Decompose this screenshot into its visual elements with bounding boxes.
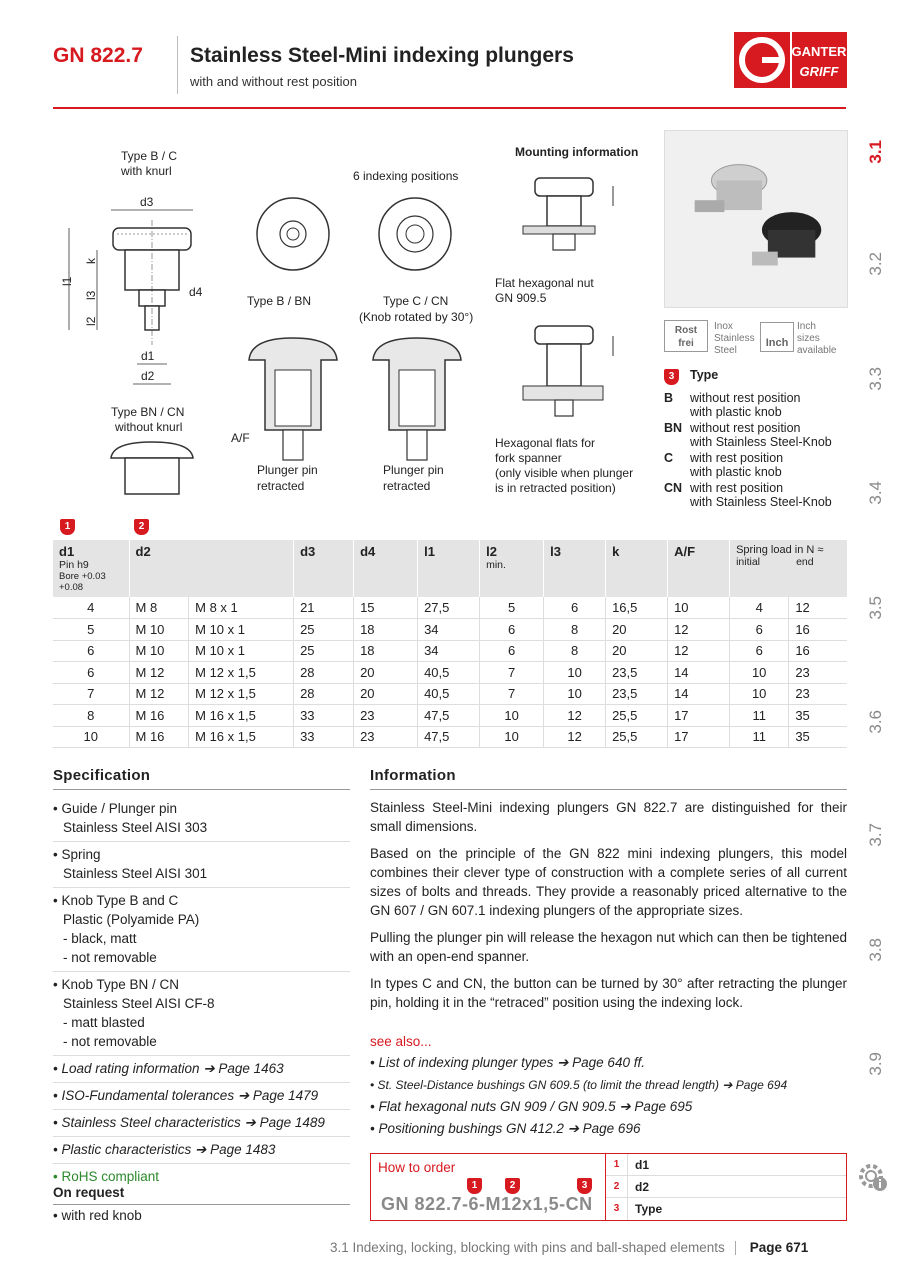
label-hex-flats-3: (only visible when plunger [495, 466, 634, 480]
table-cell: M 10 [129, 640, 189, 662]
rostfrei-badge [664, 320, 708, 352]
spec-knob-bncn: • Knob Type BN / CN Stainless Steel AISI CF-8 - matt blasted - not removable [53, 972, 350, 1056]
inch-desc-3: available [797, 345, 837, 356]
type-c-line1: with rest position [690, 451, 784, 465]
label-hex-flats-4: is in retracted position) [495, 481, 616, 495]
table-cell: 23 [354, 726, 418, 748]
table-cell: 6 [544, 597, 606, 619]
info-paragraph-1: Stainless Steel-Mini indexing plungers GN 822.7 are distinguished for their small dimensions. [370, 800, 847, 834]
tab-3-9[interactable]: 3.9 [866, 1052, 885, 1076]
header-d1: d1 Pin h9 Bore +0.03 +0.08 [53, 540, 129, 597]
footer-page: Page 671 [749, 1240, 809, 1255]
label-af: A/F [231, 431, 250, 445]
table-cell: 25,5 [606, 705, 668, 727]
how-to-order-box [370, 1153, 847, 1221]
see-also-link-4[interactable]: • Positioning bushings GN 412.2 ➔ Page 696 [370, 1121, 641, 1136]
table-cell: 8 [544, 619, 606, 641]
information-rule [370, 789, 847, 790]
table-marker-2: 2 [134, 519, 149, 535]
spec-knob-bncn-a: - matt blasted [63, 1015, 145, 1030]
page-subtitle: with and without rest position [190, 74, 357, 89]
label-plunger-pin-1: Plunger pin [257, 463, 318, 477]
table-cell: 7 [53, 683, 129, 705]
table-cell: 10 [730, 683, 789, 705]
table-row [53, 726, 847, 748]
table-cell: 8 [53, 705, 129, 727]
type-bn-line2: with Stainless Steel-Knob [690, 435, 832, 449]
table-cell: M 12 x 1,5 [189, 683, 294, 705]
header-l2: l2 min. [480, 540, 544, 597]
table-cell: 12 [789, 597, 847, 619]
table-cell: 25 [294, 640, 354, 662]
product-code: GN 822.7 [53, 44, 143, 67]
dim-d1: d1 [141, 349, 155, 363]
rost-desc-2: Stainless [714, 333, 755, 344]
tab-3-1[interactable]: 3.1 [866, 140, 885, 164]
table-cell: 12 [668, 619, 730, 641]
table-body [53, 597, 847, 748]
table-cell: 10 [668, 597, 730, 619]
table-cell: 12 [668, 640, 730, 662]
spec-rohs: • RoHS compliant [53, 1169, 160, 1184]
order-legend [605, 1154, 846, 1220]
spec-knob-bc-b: - not removable [63, 950, 157, 965]
table-cell: 23,5 [606, 662, 668, 684]
dim-l3: l3 [84, 290, 98, 300]
type-cn-line1: with rest position [690, 481, 784, 495]
table-cell: 27,5 [418, 597, 480, 619]
page-title: Stainless Steel-Mini indexing plungers [190, 44, 574, 67]
inch-desc-2: sizes [797, 333, 820, 344]
order-row-3: 3 Type [606, 1198, 846, 1220]
table-cell: M 10 x 1 [189, 640, 294, 662]
see-also-link-1[interactable]: • List of indexing plunger types ➔ Page 640 ff. [370, 1055, 645, 1070]
type-marker: 3 [664, 369, 679, 385]
type-c-line2: with plastic knob [690, 465, 782, 479]
header-d1-pin: Pin h9 [59, 559, 89, 571]
label-hex-flats-1: Hexagonal flats for [495, 436, 596, 450]
table-cell: 21 [294, 597, 354, 619]
table-cell: 14 [668, 683, 730, 705]
table-cell: 6 [480, 640, 544, 662]
specification-heading: Specification [53, 767, 151, 784]
label-flat-nut-1: Flat hexagonal nut [495, 276, 594, 290]
technical-drawings [53, 130, 663, 510]
tab-3-6[interactable]: 3.6 [866, 710, 885, 734]
dim-d4: d4 [189, 285, 203, 299]
table-cell: 40,5 [418, 662, 480, 684]
tab-3-5[interactable]: 3.5 [866, 596, 885, 620]
table-cell: M 12 [129, 683, 189, 705]
spec-spring: • Spring Stainless Steel AISI 301 [53, 842, 350, 888]
order-title: How to order [378, 1160, 456, 1175]
on-request-item: • with red knob [53, 1208, 142, 1223]
table-cell: 25,5 [606, 726, 668, 748]
brand-line1: GANTER [791, 44, 847, 59]
type-key-b: B [664, 391, 674, 405]
type-key-c: C [664, 451, 674, 465]
table-cell: M 12 x 1,5 [189, 662, 294, 684]
order-row-2: 2 d2 [606, 1176, 846, 1198]
spec-spring-material: Stainless Steel AISI 301 [63, 866, 208, 881]
table-cell: 23,5 [606, 683, 668, 705]
inch-description [797, 321, 836, 357]
dim-d2: d2 [141, 369, 155, 383]
table-cell: 47,5 [418, 705, 480, 727]
header-l3: l3 [544, 540, 606, 597]
spec-knob-bc-material: Plastic (Polyamide PA) [63, 912, 200, 927]
rost-description [714, 321, 755, 357]
tab-3-8[interactable]: 3.8 [866, 938, 885, 962]
header-d1-bore: Bore +0.03 +0.08 [59, 571, 106, 593]
table-cell: 20 [606, 619, 668, 641]
table-cell: 28 [294, 683, 354, 705]
table-cell: 25 [294, 619, 354, 641]
footer-section: 3.1 Indexing, locking, blocking with pins and ball-shaped elements [330, 1240, 725, 1255]
table-cell: 20 [606, 640, 668, 662]
spec-guide-material: Stainless Steel AISI 303 [63, 820, 208, 835]
header-rule [53, 107, 846, 109]
type-bn-line1: without rest position [690, 421, 801, 435]
order-example [371, 1154, 605, 1220]
table-cell: M 16 [129, 705, 189, 727]
brand-line2: GRIFF [799, 64, 839, 79]
spec-knob-bncn-material: Stainless Steel AISI CF-8 [63, 996, 215, 1011]
table-cell: 33 [294, 705, 354, 727]
header-d2: d2 [129, 540, 294, 597]
table-cell: 12 [544, 726, 606, 748]
tab-3-4[interactable]: 3.4 [866, 481, 885, 505]
rost-desc-1: Inox [714, 321, 733, 332]
table-cell: 10 [480, 726, 544, 748]
header-af: A/F [668, 540, 730, 597]
information-heading: Information [370, 767, 456, 784]
table-cell: 11 [730, 726, 789, 748]
table-cell: 8 [544, 640, 606, 662]
table-row [53, 640, 847, 662]
type-legend-title: Type [690, 368, 719, 382]
rost-line2: frei [678, 338, 694, 349]
table-cell: 20 [354, 662, 418, 684]
header-d4: d4 [354, 540, 418, 597]
table-cell: 4 [53, 597, 129, 619]
order-row-1: 1 d1 [606, 1154, 846, 1176]
table-row [53, 705, 847, 727]
table-cell: 10 [480, 705, 544, 727]
header-end: end [796, 556, 814, 568]
spec-guide: • Guide / Plunger pin Stainless Steel AISI 303 [53, 796, 350, 842]
see-also-link-2[interactable]: • St. Steel-Distance bushings GN 609.5 (to limit the thread length) ➔ Page 694 [370, 1078, 788, 1092]
table-cell: 17 [668, 726, 730, 748]
label-plunger-pin-2: Plunger pin [383, 463, 444, 477]
dim-k: k [84, 258, 98, 264]
rost-line1: Rost [674, 325, 698, 336]
table-row [53, 662, 847, 684]
order-code: GN 822.7-6-M12x1,5-CN [381, 1194, 593, 1214]
tab-3-2[interactable]: 3.2 [866, 252, 885, 276]
label-with-knurl: with knurl [121, 164, 172, 178]
table-cell: 6 [480, 619, 544, 641]
info-paragraph-2: Based on the principle of the GN 822 mini indexing plungers, this model combines their clever type of construction with a complete series of all current sizes of bolts and threads. They provide a reasonably priced alternative to the GN 607 / GN 607.1 indexing plungers of the appropriate sizes. [370, 846, 847, 918]
inch-badge: Inch [760, 322, 794, 352]
table-cell: 16 [789, 640, 847, 662]
label-knob-rotated: (Knob rotated by 30°) [359, 310, 474, 324]
information-text [370, 798, 847, 1020]
type-key-cn: CN [664, 481, 683, 495]
table-cell: 23 [354, 705, 418, 727]
header-d3: d3 [294, 540, 354, 597]
header-l2-min: min. [486, 559, 506, 571]
table-cell: 7 [480, 662, 544, 684]
rost-desc-3: Steel [714, 345, 737, 356]
table-cell: 4 [730, 597, 789, 619]
table-cell: M 16 x 1,5 [189, 705, 294, 727]
table-cell: 35 [789, 726, 847, 748]
table-cell: 18 [354, 619, 418, 641]
table-cell: 10 [730, 662, 789, 684]
label-without-knurl: without knurl [115, 420, 183, 434]
dim-l1: l1 [60, 276, 74, 286]
table-cell: 16 [789, 619, 847, 641]
see-also-link-3[interactable]: • Flat hexagonal nuts GN 909 / GN 909.5 ➔ Page 695 [370, 1099, 693, 1114]
label-type-b-bn: Type B / BN [247, 294, 312, 308]
table-cell: 15 [354, 597, 418, 619]
label-retracted-1: retracted [257, 479, 305, 493]
table-cell: 35 [789, 705, 847, 727]
table-cell: 47,5 [418, 726, 480, 748]
ganter-logo [734, 32, 847, 88]
specification-list [53, 796, 350, 1190]
dim-d3: d3 [140, 195, 154, 209]
type-b-line1: without rest position [690, 391, 801, 405]
label-retracted-2: retracted [383, 479, 431, 493]
type-b-line2: with plastic knob [690, 405, 782, 419]
on-request-heading: On request [53, 1185, 125, 1200]
table-cell: M 8 x 1 [189, 597, 294, 619]
label-flat-nut-2: GN 909.5 [495, 291, 547, 305]
spec-knob-bc-a: - black, matt [63, 931, 137, 946]
table-cell: 34 [418, 619, 480, 641]
table-cell: 10 [53, 726, 129, 748]
table-cell: 5 [480, 597, 544, 619]
see-also [370, 1034, 847, 1140]
order-marker-1: 1 [467, 1178, 482, 1194]
spec-plastic-link[interactable]: • Plastic characteristics ➔ Page 1483 [53, 1137, 350, 1164]
table-cell: M 10 [129, 619, 189, 641]
info-paragraph-3: Pulling the plunger pin will release the hexagon nut which can then be tightened with an open-end spanner. [370, 930, 847, 964]
table-cell: 34 [418, 640, 480, 662]
table-cell: M 8 [129, 597, 189, 619]
order-marker-3: 3 [577, 1178, 592, 1194]
label-hex-flats-2: fork spanner [495, 451, 562, 465]
type-cn-line2: with Stainless Steel-Knob [690, 495, 832, 509]
header-initial: initial [736, 556, 761, 568]
tab-3-7[interactable]: 3.7 [866, 823, 885, 847]
table-row [53, 619, 847, 641]
table-marker-1: 1 [60, 519, 75, 535]
order-marker-2: 2 [505, 1178, 520, 1194]
type-legend [664, 368, 854, 511]
table-cell: 12 [544, 705, 606, 727]
header-k: k [606, 540, 668, 597]
table-cell: 28 [294, 662, 354, 684]
table-row [53, 683, 847, 705]
table-cell: 6 [53, 640, 129, 662]
label-type-bncn: Type BN / CN [111, 405, 185, 419]
table-cell: 23 [789, 662, 847, 684]
label-mounting-information: Mounting information [515, 145, 639, 159]
gear-info-icon[interactable] [856, 1160, 890, 1194]
table-cell: 17 [668, 705, 730, 727]
on-request-rule [53, 1204, 350, 1205]
table-cell: 33 [294, 726, 354, 748]
table-row [53, 597, 847, 619]
table-cell: M 10 x 1 [189, 619, 294, 641]
spec-knob-bncn-b: - not removable [63, 1034, 157, 1049]
table-cell: 16,5 [606, 597, 668, 619]
table-cell: 6 [730, 640, 789, 662]
table-cell: 14 [668, 662, 730, 684]
table-cell: 7 [480, 683, 544, 705]
table-cell: 10 [544, 662, 606, 684]
info-paragraph-4: In types C and CN, the button can be turned by 30° after retracting the plunger pin, holding it in the “retraced” position using the indexing lock. [370, 976, 847, 1010]
dim-l2: l2 [84, 316, 98, 326]
table-cell: 6 [53, 662, 129, 684]
product-photo [664, 130, 848, 308]
spec-knob-bc: • Knob Type B and C Plastic (Polyamide PA) - black, matt - not removable [53, 888, 350, 972]
table-cell: 40,5 [418, 683, 480, 705]
label-type-bc: Type B / C [121, 149, 178, 163]
type-key-bn: BN [664, 421, 683, 435]
label-type-c-cn: Type C / CN [383, 294, 449, 308]
footer [330, 1240, 808, 1255]
table-cell: 10 [544, 683, 606, 705]
table-cell: 20 [354, 683, 418, 705]
spec-load-link[interactable]: • Load rating information ➔ Page 1463 [53, 1056, 350, 1083]
tab-3-3[interactable]: 3.3 [866, 367, 885, 391]
spec-iso-link[interactable]: • ISO-Fundamental tolerances ➔ Page 1479 [53, 1083, 350, 1110]
label-indexing-positions: 6 indexing positions [353, 169, 459, 183]
dimension-table [53, 540, 847, 748]
header-separator [177, 36, 178, 94]
table-cell: M 16 [129, 726, 189, 748]
table-cell: 11 [730, 705, 789, 727]
inch-desc-1: Inch [797, 321, 816, 332]
table-cell: 6 [730, 619, 789, 641]
specification-rule [53, 789, 350, 790]
table-cell: 18 [354, 640, 418, 662]
table-cell: 5 [53, 619, 129, 641]
spec-stainless-link[interactable]: • Stainless Steel characteristics ➔ Page 1489 [53, 1110, 350, 1137]
header-spring-load: Spring load in N ≈ initial end [730, 540, 847, 597]
see-also-heading: see also... [370, 1034, 432, 1049]
table-cell: M 16 x 1,5 [189, 726, 294, 748]
header-l1: l1 [418, 540, 480, 597]
table-cell: 23 [789, 683, 847, 705]
table-cell: M 12 [129, 662, 189, 684]
